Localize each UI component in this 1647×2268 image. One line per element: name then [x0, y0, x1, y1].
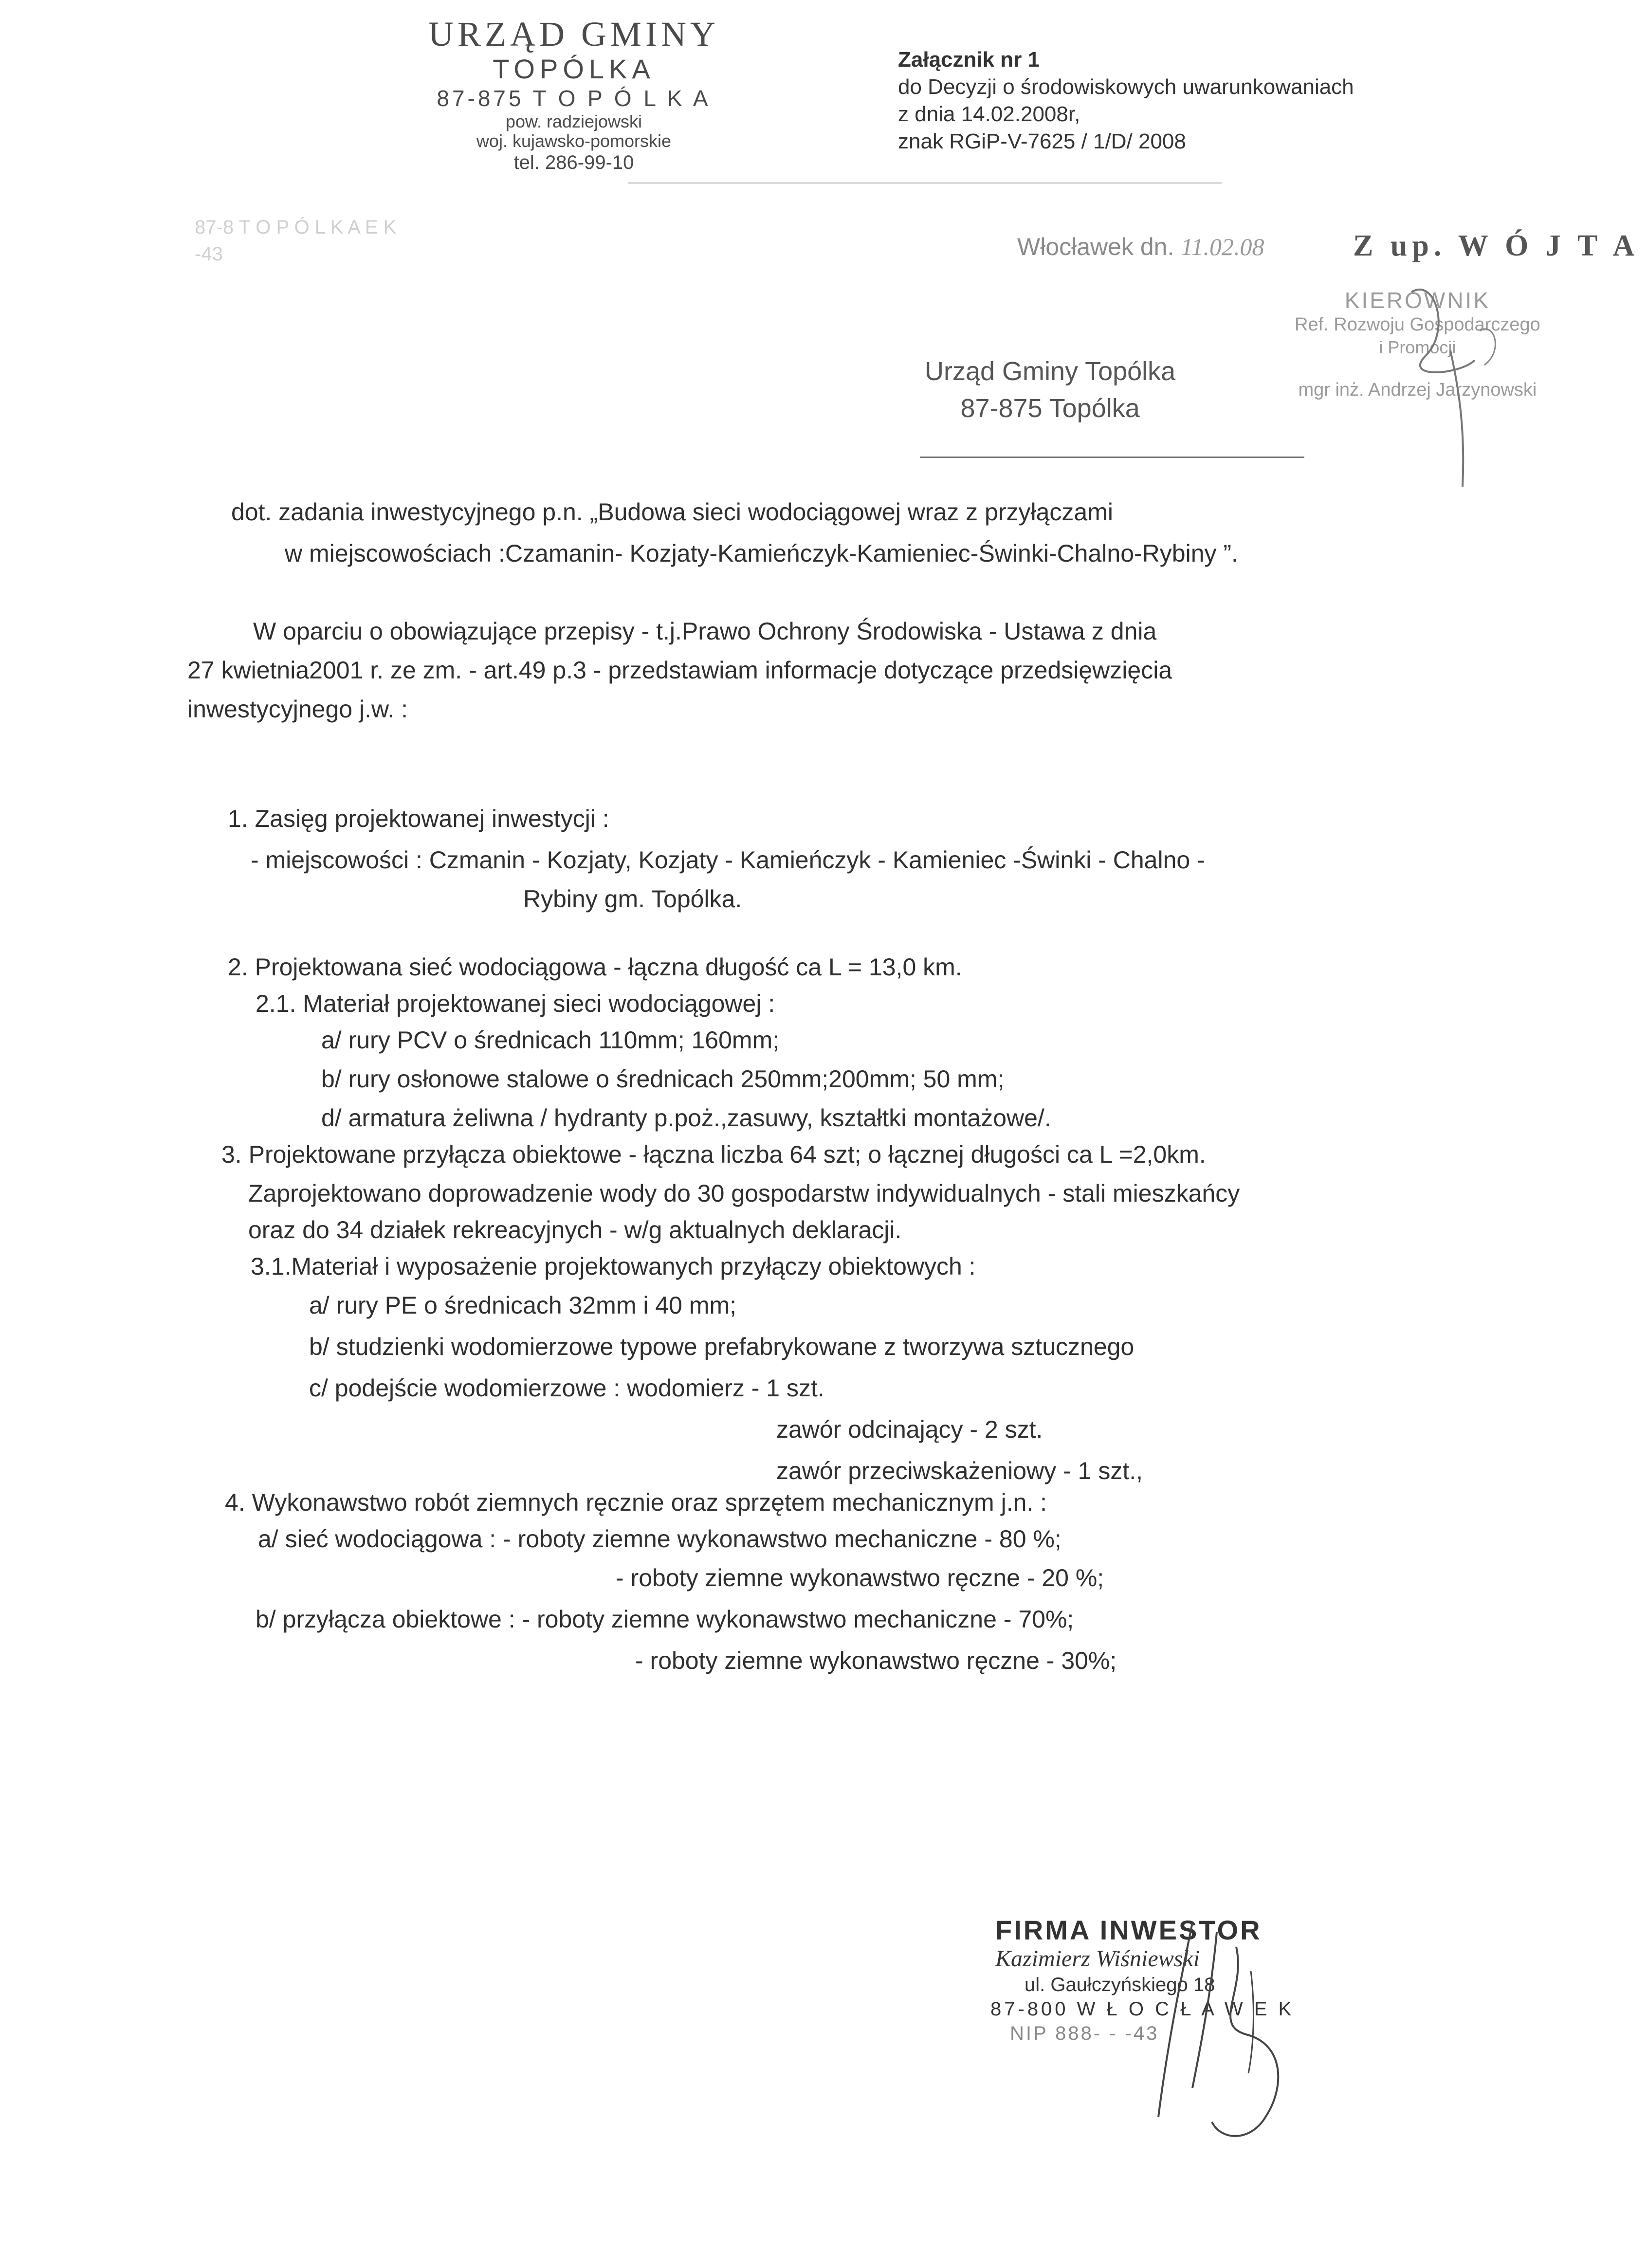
item-2-1-a: a/ rury PCV o średnicach 110mm; 160mm; [321, 1026, 780, 1054]
stamp-gmina-line1: URZĄD GMINY [428, 15, 719, 54]
stamp-kierownik-line1: KIEROWNIK [1344, 288, 1491, 313]
stamp-kierownik-line4: mgr inż. Andrzej Jarzynowski [1298, 380, 1537, 400]
item-3-1-heading: 3.1.Materiał i wyposażenie projektowanych przyłączy obiektowych : [251, 1253, 976, 1280]
item-4-b: b/ przyłącza obiektowe : - roboty ziemne wykonawstwo mechaniczne - 70%; [256, 1606, 1074, 1633]
investor-signature [1139, 1913, 1353, 2166]
recipient-line2: 87-875 Topólka [960, 394, 1140, 423]
item-3-1-c-valve2: zawór przeciwskażeniowy - 1 szt., [776, 1457, 1143, 1484]
ghost-stamp-line2: -43 [195, 243, 223, 265]
firm-stamp-line2: Kazimierz Wiśniewski [995, 1946, 1200, 1972]
subject-line2: w miejscowościach :Czamanin- Kozjaty-Kamieńczyk-Kamieniec-Świnki-Chalno-Rybiny ”. [285, 540, 1238, 567]
attachment-header [898, 46, 1354, 155]
item-3-1-a: a/ rury PE o średnicach 32mm i 40 mm; [309, 1292, 737, 1319]
item-4-heading: 4. Wykonawstwo robót ziemnych ręcznie oraz sprzętem mechanicznym j.n. : [225, 1489, 1047, 1516]
intro-line2: 27 kwietnia2001 r. ze zm. - art.49 p.3 - przedstawiam informacje dotyczące przedsięwzięcia [187, 657, 1172, 684]
stamp-gmina-line4: pow. radziejowski [505, 111, 642, 131]
intro-line3: inwestycyjnego j.w. : [187, 695, 408, 723]
stamp-kierownik-line3: i Promocji [1379, 337, 1456, 357]
intro-line1: W oparciu o obowiązujące przepisy - t.j.Prawo Ochrony Środowiska - Ustawa z dnia [253, 618, 1157, 645]
attachment-line2: do Decyzji o środowiskowych uwarunkowaniach [898, 75, 1354, 99]
place-date [1017, 233, 1264, 261]
attachment-title: Załącznik nr 1 [898, 48, 1040, 72]
item-2-1-heading: 2.1. Materiał projektowanej sieci wodociągowej : [256, 990, 775, 1017]
stamp-gmina-line3: 87-875 T O P Ó L K A [437, 86, 711, 111]
firm-stamp-line3: ul. Gaułczyńskiego 18 [1025, 1974, 1215, 1995]
item-4-b-cont: - roboty ziemne wykonawstwo ręczne - 30%; [635, 1647, 1117, 1674]
kierownik-signature [1392, 273, 1519, 496]
item-1-places: - miejscowości : Czmanin - Kozjaty, Kozjaty - Kamieńczyk - Kamieniec -Świnki - Chalno - [251, 846, 1205, 874]
stamp-wojta-title: Z up. W Ó J T A [1353, 229, 1640, 262]
stamp-kierownik-line2: Ref. Rozwoju Gospodarczego [1295, 314, 1540, 335]
recipient-block [925, 353, 1175, 427]
stamp-gmina-line6: tel. 286-99-10 [513, 152, 634, 173]
item-3-text1: Zaprojektowano doprowadzenie wody do 30 gospodarstw indywidualnych - stali mieszkańcy [248, 1180, 1240, 1207]
item-1-heading: 1. Zasięg projektowanej inwestycji : [228, 805, 609, 832]
item-4-a: a/ sieć wodociągowa : - roboty ziemne wykonawstwo mechaniczne - 80 %; [258, 1525, 1061, 1553]
item-4-a-cont: - roboty ziemne wykonawstwo ręczne - 20 %; [616, 1564, 1104, 1591]
stamp-gmina-line5: woj. kujawsko-pomorskie [476, 131, 672, 151]
item-1-places-cont: Rybiny gm. Topólka. [523, 885, 742, 913]
firm-stamp-line4: 87-800 W Ł O C Ł A W E K [990, 1998, 1295, 2020]
subject-line1: dot. zadania inwestycyjnego p.n. „Budowa sieci wodociągowej wraz z przyłączami [231, 498, 1113, 526]
stamp-gmina [428, 15, 719, 174]
recipient-underline [920, 457, 1304, 458]
attachment-line3: z dnia 14.02.2008r, [898, 102, 1080, 126]
item-2-1-b: b/ rury osłonowe stalowe o średnicach 250mm;200mm; 50 mm; [321, 1065, 1005, 1093]
place-date-handwritten: 11.02.08 [1181, 233, 1264, 260]
item-2-1-d: d/ armatura żeliwna / hydranty p.poż.,zasuwy, kształtki montażowe/. [321, 1104, 1051, 1132]
stamp-gmina-line2: TOPÓLKA [493, 54, 655, 84]
item-3-1-c-valve1: zawór odcinający - 2 szt. [776, 1416, 1043, 1443]
item-3-heading: 3. Projektowane przyłącza obiektowe - łączna liczba 64 szt; o łącznej długości ca L =2,0km. [221, 1141, 1206, 1168]
item-2-heading: 2. Projektowana sieć wodociągowa - łączna długość ca L = 13,0 km. [228, 953, 962, 981]
item-3-text2: oraz do 34 działek rekreacyjnych - w/g aktualnych deklaracji. [248, 1216, 902, 1244]
item-3-1-c: c/ podejście wodomierzowe : wodomierz - 1 szt. [309, 1374, 824, 1402]
place-date-label: Włocławek dn. [1017, 233, 1174, 260]
recipient-line1: Urząd Gminy Topólka [925, 357, 1176, 386]
attachment-line4: znak RGiP-V-7625 / 1/D/ 2008 [898, 129, 1186, 153]
ghost-stamp-line1: 87-8 T O P Ó L K A E K [195, 217, 397, 238]
firm-stamp-line5: NIP 888- - -43 [1010, 2023, 1159, 2044]
item-3-1-b: b/ studzienki wodomierzowe typowe prefabrykowane z tworzywa sztucznego [309, 1333, 1135, 1360]
firm-stamp-line1: FIRMA INWESTOR [995, 1915, 1262, 1945]
